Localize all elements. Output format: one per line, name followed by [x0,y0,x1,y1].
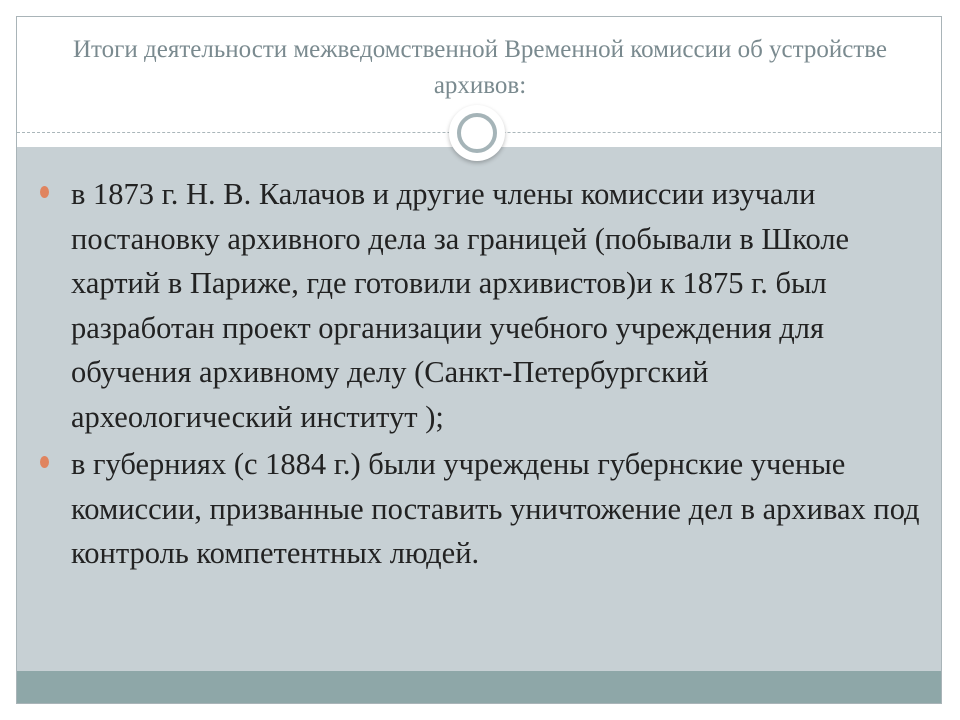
bullet-text: в губерниях (с 1884 г.) были учреждены губернские ученые комиссии, призванные поставить уничтожение дел в архивах под контроль компетентных людей. [71,447,920,570]
bullet-dot-icon [40,186,49,198]
footer-band [17,671,941,703]
ring-ornament-icon [449,105,505,161]
list-item [40,172,920,439]
list-item [40,442,920,576]
ring-inner [457,113,497,153]
bullet-text: в 1873 г. Н. В. Калачов и другие члены комиссии изучали постановку архивного дела за границей (побывали в Школе хартий в Париже, где готовили архивистов)и к 1875 г. был разработан проект организации учебного учреждения для обучения архивному делу (Санкт-Петербургский археологический институт ); [71,177,850,434]
slide-title: Итоги деятельности межведомственной Временной комиссии об устройстве архивов: [72,36,888,99]
bullet-list [40,172,920,579]
bullet-dot-icon [40,456,49,468]
